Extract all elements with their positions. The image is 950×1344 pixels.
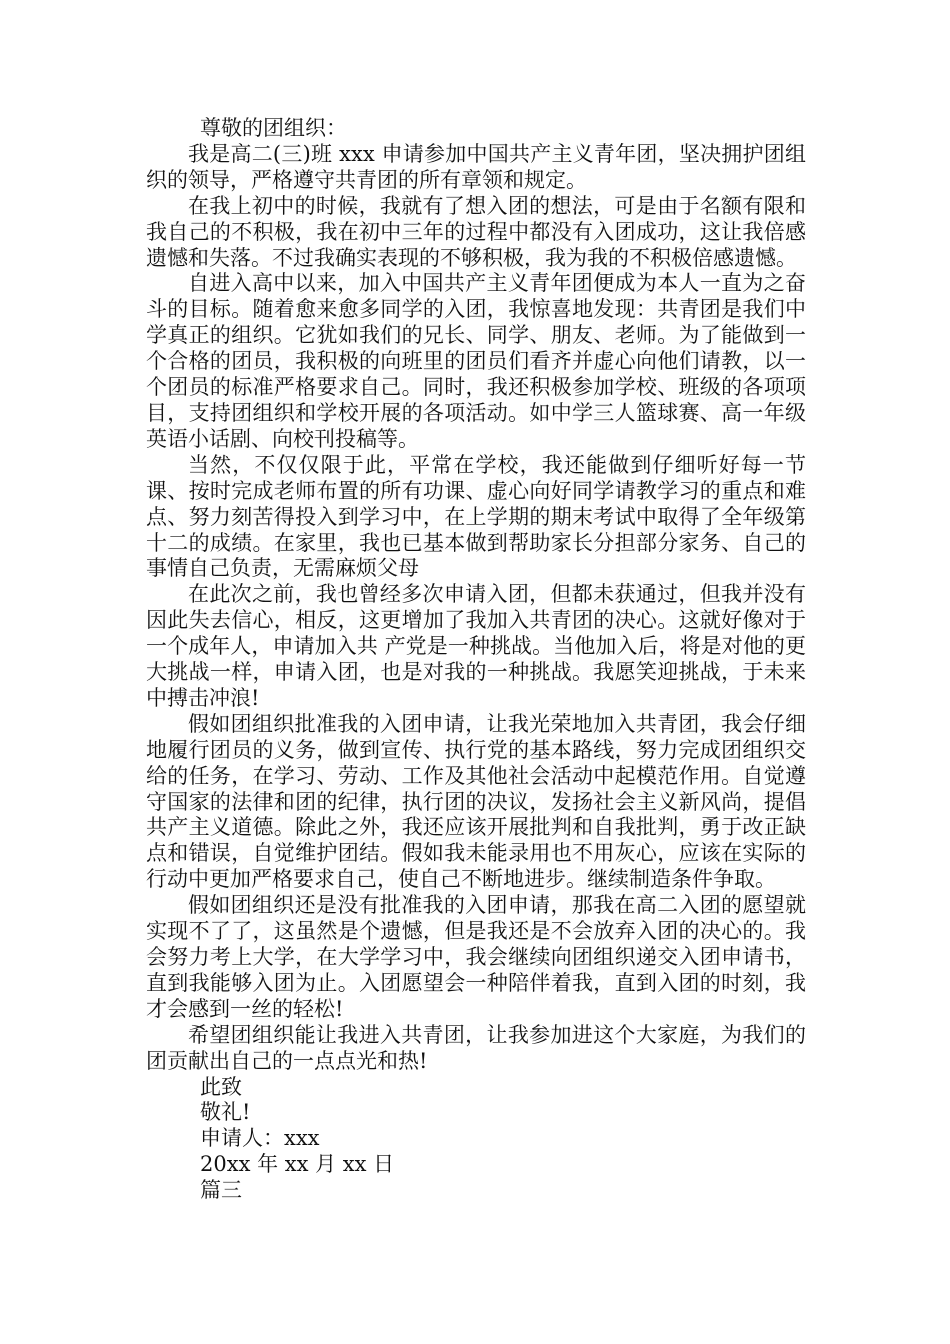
paragraph-study: 当然，不仅仅限于此，平常在学校，我还能做到仔细听好每一节课、按时完成老师布置的所有功课、虚心向好同学请教学习的重点和难点、努力刻苦得投入到学习中，在上学期的期末考试中取得了全年级第十二的成绩。在家里，我也已基本做到帮助家长分担部分家务、自己的事情自己负责，无需麻烦父母	[146, 452, 806, 581]
salutation: 尊敬的团组织：	[200, 116, 347, 140]
closing-salute: 敬礼!	[200, 1100, 251, 1125]
section-label: 篇三	[200, 1178, 242, 1203]
letter-body	[146, 116, 806, 1204]
paragraph-if-rejected: 假如团组织还是没有批准我的入团申请，那我在高二入团的愿望就实现不了了，这虽然是个遗憾，但是我还是不会放弃入团的决心的。我会努力考上大学，在大学学习中，我会继续向团组织递交入团申请书，直到我能够入团为止。入团愿望会一种陪伴着我，直到入团的时刻，我才会感到一丝的轻松!	[146, 893, 806, 1021]
paragraph-junior-high: 在我上初中的时候，我就有了想入团的想法，可是由于名额有限和我自己的不积极，我在初中三年的过程中都没有入团成功，这让我倍感遗憾和失落。不过我确实表现的不够积极，我为我的不积极倍感遗憾。	[146, 193, 806, 270]
paragraph-previous-applications: 在此次之前，我也曾经多次申请入团，但都未获通过，但我并没有因此失去信心，相反，这更增加了我加入共青团的决心。这就好像对于一个成年人，申请加入共 产党是一种挑战。当他加入后，将是对他的更大挑战一样，申请入团，也是对我的一种挑战。我愿笑迎挑战，于未来中搏击冲浪!	[146, 582, 806, 710]
letter-date: 20xx 年 xx 月 xx 日	[200, 1152, 395, 1177]
applicant-signature: 申请人：xxx	[200, 1126, 320, 1151]
paragraph-intro: 我是高二(三)班 xxx 申请参加中国共产主义青年团，坚决拥护团组织的领导，严格遵守共青团的所有章领和规定。	[146, 141, 806, 192]
paragraph-hope: 希望团组织能让我进入共青团，让我参加进这个大家庭，为我们的团贡献出自己的一点点光和热!	[146, 1022, 806, 1073]
paragraph-if-approved: 假如团组织批准我的入团申请，让我光荣地加入共青团，我会仔细地履行团员的义务，做到宣传、执行党的基本路线，努力完成团组织交给的任务，在学习、劳动、工作及其他社会活动中起模范作用。自觉遵守国家的法律和团的纪律，执行团的决议，发扬社会主义新风尚，提倡共产主义道德。除此之外，我还应该开展批判和自我批判，勇于改正缺点和错误，自觉维护团结。假如我未能录用也不用灰心，应该在实际的行动中更加严格要求自己，使自己不断地进步。继续制造条件争取。	[146, 711, 806, 892]
closing-greeting: 此致	[200, 1074, 242, 1099]
paragraph-high-school: 自进入高中以来，加入中国共产主义青年团便成为本人一直为之奋斗的目标。随着愈来愈多同学的入团，我惊喜地发现：共青团是我们中学真正的组织。它犹如我们的兄长、同学、朋友、老师。为了能做到一个合格的团员，我积极的向班里的团员们看齐并虚心向他们请教，以一个团员的标准严格要求自己。同时，我还积极参加学校、班级的各项项目，支持团组织和学校开展的各项活动。如中学三人篮球赛、高一年级英语小话剧、向校刊投稿等。	[146, 271, 806, 451]
